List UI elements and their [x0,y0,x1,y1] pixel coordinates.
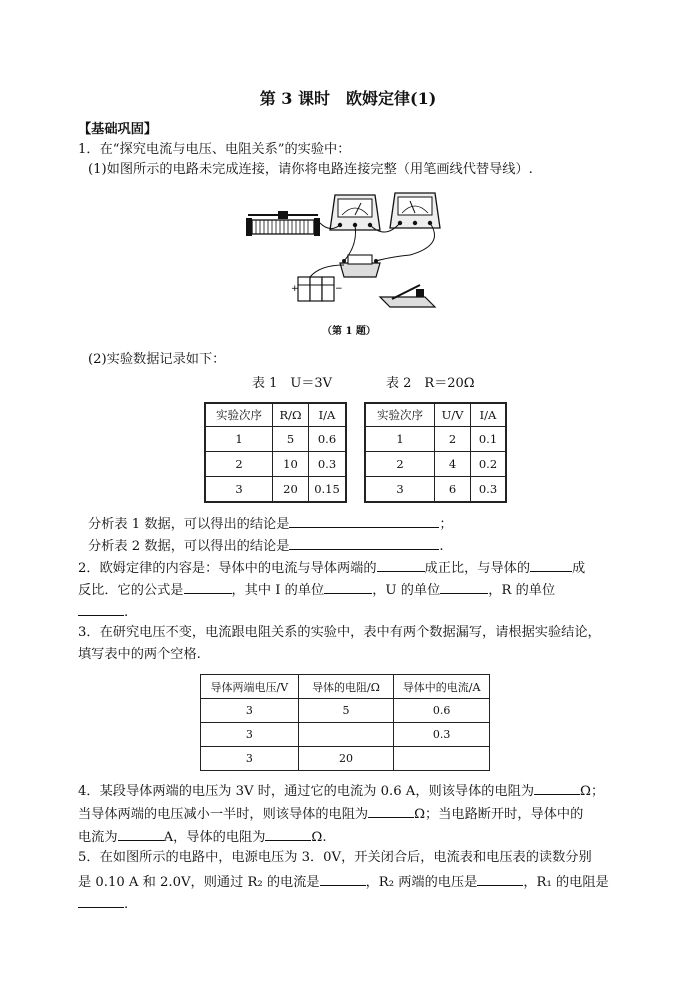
table-cell: 0.3 [471,477,507,502]
switch-icon [380,285,435,307]
table-row [205,452,346,477]
answer-blank[interactable] [530,557,572,572]
voltmeter-icon [390,193,440,228]
q4-text: 4．某段导体两端的电压为 3V 时，通过它的电流为 0.6 A，则该导体的电阻为 [78,784,535,799]
answer-blank[interactable] [78,601,124,616]
q2-text: 2．欧姆定律的内容是：导体中的电流与导体两端的 [78,561,377,576]
end-period: . [439,539,444,554]
table-row [365,452,506,477]
table-header-cell: 导体的电阻/Ω [298,675,394,699]
table-cell: 3 [201,723,299,747]
table2-caption: 表 2 R＝20Ω [386,376,475,391]
table-cell: 4 [435,452,471,477]
answer-blank[interactable] [440,579,488,594]
table2 [364,402,507,503]
table-cell: 1 [365,427,435,452]
answer-blank[interactable] [78,893,124,908]
answer-blank[interactable] [368,803,414,818]
q4-line3 [78,826,327,848]
q4-text: Ω. [311,830,327,845]
table-row [201,723,490,747]
table-row [205,427,346,452]
q5-text: ，R₂ 两端的电压是 [365,875,478,890]
answer-blank[interactable] [118,826,164,841]
q2-line1 [78,557,585,579]
table-cell: 0.6 [394,699,490,723]
table-row [365,477,506,502]
q2-text: ，R 的单位 [488,583,556,598]
table1-caption: 表 1 U＝3V [252,376,333,391]
table-cell: 1 [205,427,273,452]
table-cell: 3 [365,477,435,502]
figure-caption: （第 1 题） [322,326,376,337]
q2-line3 [78,601,128,623]
q2-text: ，U 的单位 [372,583,441,598]
q4-text: 电流为 [78,830,118,845]
q2-line2 [78,579,555,601]
table1 [204,402,347,503]
table-cell: 0.3 [394,723,490,747]
q3-line1: 3．在研究电压不变，电流跟电阻关系的实验中，表中有两个数据漏写，请根据实验结论， [78,625,601,640]
table-row [205,403,346,427]
q5-text: . [124,897,129,912]
table-cell: 0.2 [471,452,507,477]
end-semicolon: ； [439,517,453,532]
answer-blank[interactable] [377,557,425,572]
q1-analysis2 [88,535,444,557]
analysis2-text: 分析表 2 数据，可以得出的结论是 [88,539,290,554]
q2-text: ，其中 I 的单位 [231,583,325,598]
table-row [201,699,490,723]
table-cell: 6 [435,477,471,502]
table-cell: 3 [201,699,299,723]
table-row [205,477,346,502]
answer-blank[interactable] [289,513,439,528]
q5-line3 [78,893,128,915]
q1-part1: (1)如图所示的电路未完成连接，请你将电路连接完整（用笔画线代替导线）. [88,162,533,177]
q2-text: 成 [572,561,586,576]
svg-text:−: − [335,284,343,294]
table-header-cell: 导体两端电压/V [201,675,299,699]
q4-line2 [78,803,583,825]
table-header-cell: I/A [309,403,347,427]
table-header-cell: 实验次序 [205,403,273,427]
table-cell-blank[interactable] [298,723,394,747]
q1-analysis1 [88,513,453,535]
q5-text: ，R₁ 的电阻是 [523,875,609,890]
rheostat-icon [246,211,320,236]
table-cell: 20 [298,747,394,771]
table-row [365,427,506,452]
q3-line2: 填写表中的两个空格. [78,647,201,662]
svg-text:+: + [291,284,299,294]
table-cell: 2 [205,452,273,477]
ammeter-icon [330,195,380,230]
q5-line2 [78,871,609,893]
table-header-cell: 导体中的电流/A [394,675,490,699]
q1-stem: 1．在“探究电流与电压、电阻关系”的实验中： [78,142,351,157]
table-row [365,403,506,427]
answer-blank[interactable] [289,535,439,550]
table-header-cell: U/V [435,403,471,427]
table-cell: 2 [435,427,471,452]
q4-text: Ω；当电路断开时，导体中的 [414,807,584,822]
answer-blank[interactable] [534,780,580,795]
analysis1-text: 分析表 1 数据，可以得出的结论是 [88,517,290,532]
table-cell: 3 [201,747,299,771]
table-header-cell: I/A [471,403,507,427]
q4-text: A，导体的电阻为 [163,830,266,845]
table-cell: 5 [298,699,394,723]
table-cell: 20 [273,477,309,502]
answer-blank[interactable] [324,579,372,594]
table-row [201,747,490,771]
q4-text: 当导体两端的电压减小一半时，则该导体的电阻为 [78,807,369,822]
table-cell: 0.15 [309,477,347,502]
q3-table [200,674,490,771]
table-cell: 2 [365,452,435,477]
table-cell: 0.1 [471,427,507,452]
q2-text: 反比．它的公式是 [78,583,184,598]
table-cell: 3 [205,477,273,502]
table-row [201,675,490,699]
table-cell: 0.6 [309,427,347,452]
battery-icon [291,277,343,301]
table-header-cell: 实验次序 [365,403,435,427]
q5-text: 是 0.10 A 和 2.0V，则通过 R₂ 的电流是 [78,875,320,890]
table-cell: 10 [273,452,309,477]
circuit-figure [240,185,460,315]
answer-blank[interactable] [477,871,523,886]
table-header-cell: R/Ω [273,403,309,427]
q1-part2: (2)实验数据记录如下： [88,352,226,367]
q4-text: Ω； [580,784,605,799]
answer-blank[interactable] [184,579,232,594]
q4-line1 [78,780,604,802]
table-cell: 0.3 [309,452,347,477]
table-cell-blank[interactable] [394,747,490,771]
q2-text: 成正比，与导体的 [424,561,531,576]
q2-text: . [124,605,129,620]
q5-line1: 5．在如图所示的电路中，电源电压为 3．0V，开关闭合后，电流表和电压表的读数分别 [78,850,592,865]
section-heading: 【基础巩固】 [78,122,158,137]
page-title: 第 3 课时 欧姆定律(1) [259,89,437,108]
table-cell: 5 [273,427,309,452]
answer-blank[interactable] [320,871,366,886]
answer-blank[interactable] [265,826,311,841]
